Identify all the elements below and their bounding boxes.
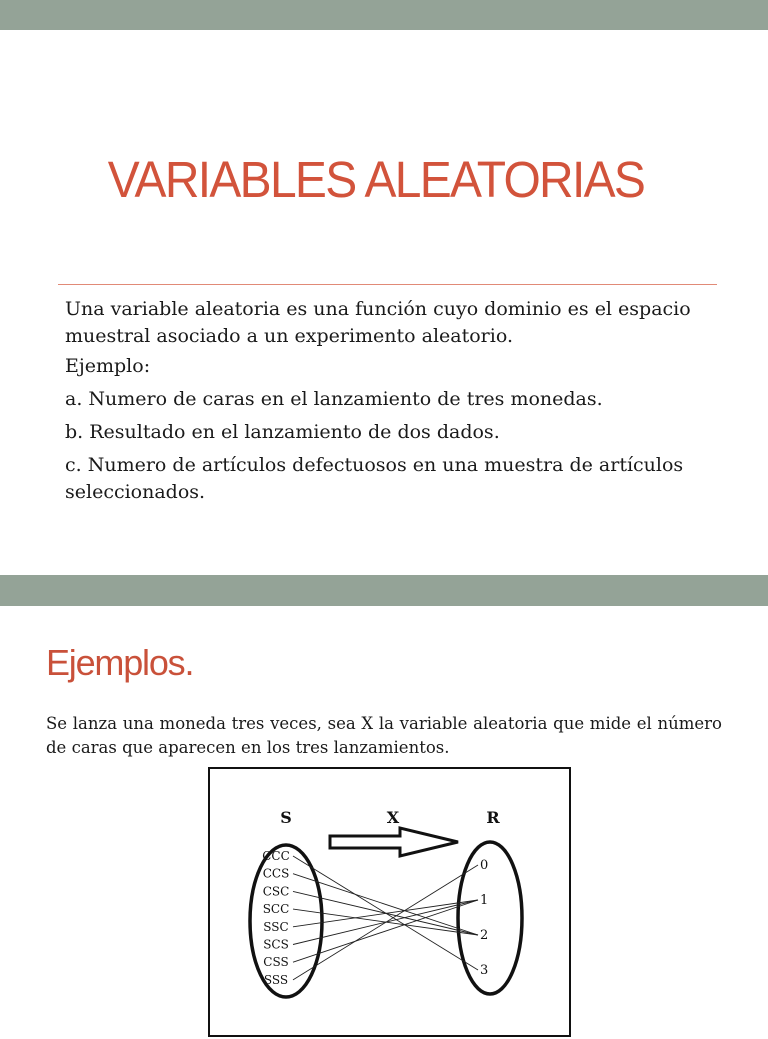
outcome-label: SSS xyxy=(263,972,289,987)
value-label: 3 xyxy=(480,963,489,978)
outcome-label: SCS xyxy=(263,937,289,952)
outcome-labels xyxy=(262,849,290,987)
value-label: 2 xyxy=(480,928,489,943)
value-label: 1 xyxy=(480,893,489,908)
outcome-label: SCC xyxy=(262,902,290,917)
slide-title: VARIABLES ALEATORIAS xyxy=(107,151,645,208)
example-heading: Ejemplo: xyxy=(65,355,151,377)
range-label: R xyxy=(486,808,500,827)
top-header-band xyxy=(0,0,768,30)
range-ellipse xyxy=(458,842,522,994)
slide-separator-band xyxy=(0,575,768,606)
slide-body xyxy=(65,296,725,512)
outcome-label: SSC xyxy=(263,919,289,934)
definition-paragraph: Una variable aleatoria es una función cuyo dominio es el espacio muestral asociado a un experimento aleatorio. xyxy=(65,298,691,347)
random-variable-diagram xyxy=(208,767,571,1037)
mapping-arrow xyxy=(330,828,458,856)
mapping-diagram-svg xyxy=(210,769,573,1039)
function-label: X xyxy=(386,808,400,827)
example-item-a: a. Numero de caras en el lanzamiento de tres monedas. xyxy=(65,388,603,410)
value-labels xyxy=(480,858,488,978)
slide2-title: Ejemplos. xyxy=(46,642,194,683)
outcome-label: CCC xyxy=(262,849,290,863)
value-label: 0 xyxy=(480,858,489,873)
example-item-c: c. Numero de artículos defectuosos en una muestra de artículos seleccionados. xyxy=(65,454,684,503)
title-divider xyxy=(58,284,717,285)
outcome-label: CSS xyxy=(263,955,289,970)
example-item-b: b. Resultado en el lanzamiento de dos dados. xyxy=(65,421,500,443)
outcome-label: CSC xyxy=(262,884,290,899)
slide2-description: Se lanza una moneda tres veces, sea X la variable aleatoria que mide el número de caras que aparecen en los tres lanzamientos. xyxy=(46,714,722,757)
domain-label: S xyxy=(280,808,292,827)
outcome-label: CCS xyxy=(262,866,290,881)
